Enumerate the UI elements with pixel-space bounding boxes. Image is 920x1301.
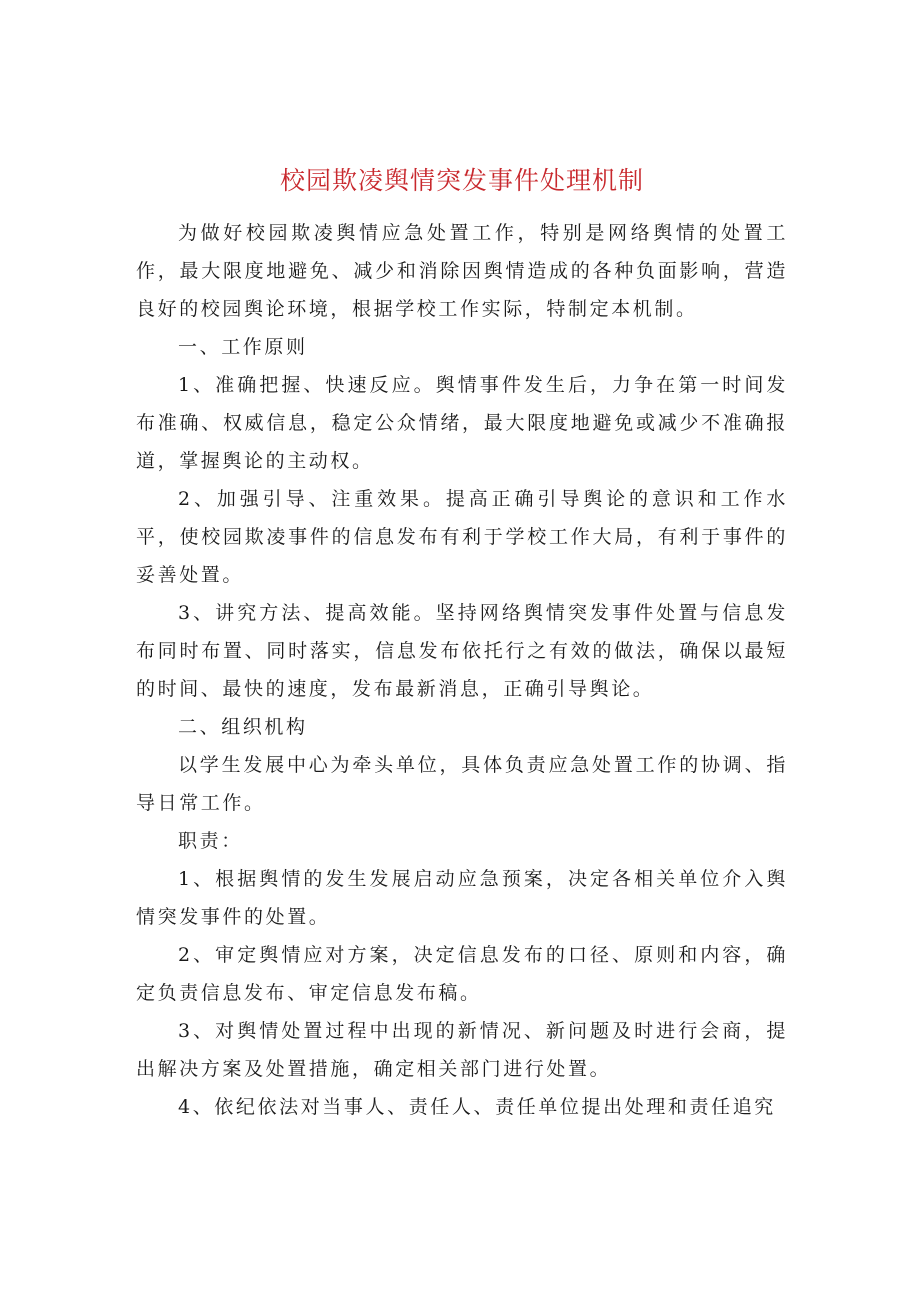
document-page [136,160,788,1126]
principle-item-3: 3、讲究方法、提高效能。坚持网络舆情突发事件处置与信息发布同时布置、同时落实，信息发布依托行之有效的做法，确保以最短的时间、最快的速度，发布最新消息，正确引导舆论。 [136,602,788,700]
duty-item-3: 3、对舆情处置过程中出现的新情况、新问题及时进行会商，提出解决方案及处置措施，确定相关部门进行处置。 [136,1020,788,1080]
section-heading-organization: 二、组织机构 [178,716,308,738]
duty-item-2: 2、审定舆情应对方案，决定信息发布的口径、原则和内容，确定负责信息发布、审定信息发布稿。 [136,944,788,1004]
principle-item-2: 2、加强引导、注重效果。提高正确引导舆论的意识和工作水平，使校园欺凌事件的信息发布有利于学校工作大局，有利于事件的妥善处置。 [136,488,788,586]
section-heading-principles: 一、工作原则 [178,336,308,358]
duty-item-4: 4、依纪依法对当事人、责任人、责任单位提出处理和责任追究 [178,1096,776,1118]
duty-item-1: 1、根据舆情的发生发展启动应急预案，决定各相关单位介入舆情突发事件的处置。 [136,868,788,928]
principle-item-1: 1、准确把握、快速反应。舆情事件发生后，力争在第一时间发布准确、权威信息，稳定公众情绪，最大限度地避免或减少不准确报道，掌握舆论的主动权。 [136,374,788,472]
intro-paragraph: 为做好校园欺凌舆情应急处置工作，特别是网络舆情的处置工作，最大限度地避免、减少和消除因舆情造成的各种负面影响，营造良好的校园舆论环境，根据学校工作实际，特制定本机制。 [136,222,788,320]
document-title: 校园欺凌舆情突发事件处理机制 [279,166,644,195]
duties-label: 职责： [178,830,243,852]
organization-paragraph: 以学生发展中心为牵头单位，具体负责应急处置工作的协调、指导日常工作。 [136,754,788,814]
